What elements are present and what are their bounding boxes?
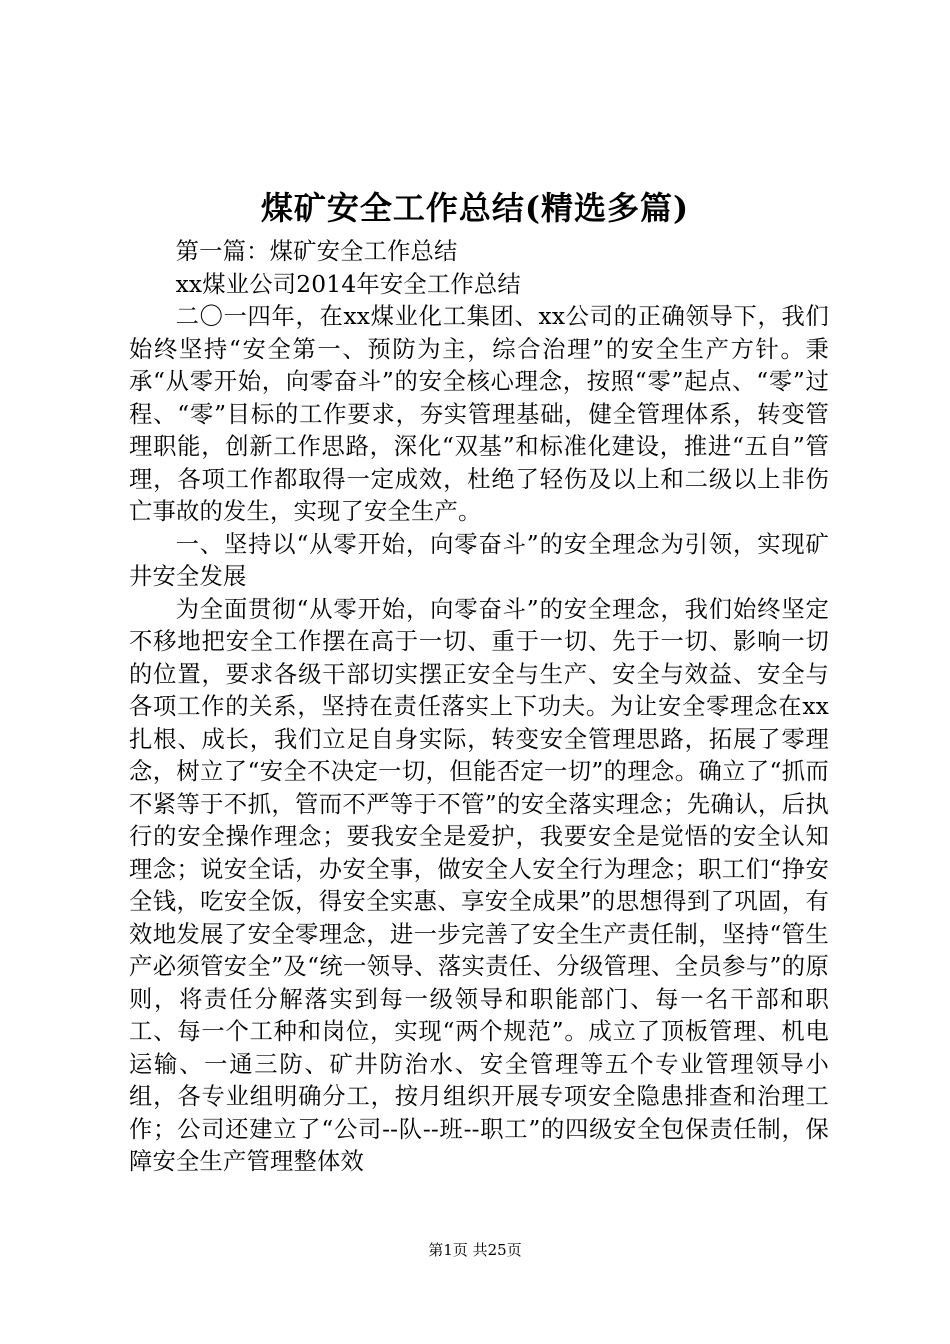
body-paragraph: 为全面贯彻“从零开始，向零奋斗”的安全理念，我们始终坚定不移地把安全工作摆在高于一切、重于一切、先于一切、影响一切的位置，要求各级干部切实摆正安全与生产、安全与效益、安全与各项工作的关系，坚持在责任落实上下功夫。为让安全零理念在xx扎根、成长，我们立足自身实际，转变安全管理思路，拓展了零理念，树立了“安全不决定一切，但能否定一切”的理念。确立了“抓而不紧等于不抓，管而不严等于不管”的安全落实理念；先确认，后执行的安全操作理念；要我安全是爱护，我要安全是觉悟的安全认知理念；说安全话，办安全事，做安全人安全行为理念；职工们“挣安全钱，吃安全饭，得安全实惠、享安全成果”的思想得到了巩固，有效地发展了安全零理念，进一步完善了安全生产责任制，坚持“管生产必须管安全”及“统一领导、落实责任、分级管理、全员参与”的原则，将责任分解落实到每一级领导和职能部门、每一名干部和职工、每一个工种和岗位，实现“两个规范”。成立了顶板管理、机电运输、一通三防、矿井防治水、安全管理等五个专业管理领导小组，各专业组明确分工，按月组织开展专项安全隐患排查和治理工作；公司还建立了“公司--队--班--职工”的四级安全包保责任制，保障安全生产管理整体效 bbox=[129, 595, 829, 1175]
subheading: xx煤业公司2014年安全工作总结 bbox=[175, 270, 521, 298]
page-number: 第1页 共25页 bbox=[428, 1241, 522, 1259]
section-heading: 第一篇：煤矿安全工作总结 bbox=[175, 238, 458, 265]
document-title: 煤矿安全工作总结(精选多篇) bbox=[260, 189, 690, 227]
section-heading: 一、坚持以“从零开始，向零奋斗”的安全理念为引领，实现矿井安全发展 bbox=[129, 530, 829, 590]
body-paragraph: 二〇一四年，在xx煤业化工集团、xx公司的正确领导下，我们始终坚持“安全第一、预防为主，综合治理”的安全生产方针。秉承“从零开始，向零奋斗”的安全核心理念，按照“零”起点、“零”过程、“零”目标的工作要求，夯实管理基础，健全管理体系，转变管理职能，创新工作思路，深化“双基”和标准化建设，推进“五自”管理，各项工作都取得一定成效，杜绝了轻伤及以上和二级以上非伤亡事故的发生，实现了安全生产。 bbox=[129, 303, 829, 525]
document-body bbox=[129, 236, 829, 1179]
